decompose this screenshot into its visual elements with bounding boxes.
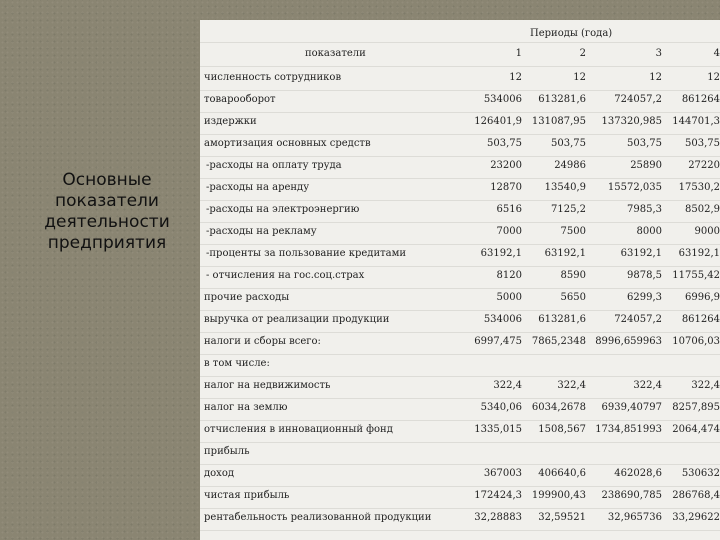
- row-value: 534006: [483, 94, 522, 105]
- row-value: 12: [649, 72, 662, 83]
- row-value: 7000: [496, 226, 522, 237]
- row-value: 33,29622: [672, 512, 720, 523]
- row-value: 8257,895: [672, 402, 720, 413]
- row-value: 172424,3: [474, 490, 522, 501]
- row-label: налоги и сборы всего:: [204, 336, 321, 347]
- row-label: рентабельность реализованной продукции: [204, 512, 432, 523]
- table-row: [200, 398, 720, 421]
- row-value: 15572,035: [607, 182, 662, 193]
- table-row: [200, 420, 720, 443]
- row-value: 8996,659963: [595, 336, 662, 347]
- row-label: прочие расходы: [204, 292, 290, 303]
- row-label: отчисления в инновационный фонд: [204, 424, 393, 435]
- row-value: 1335,015: [474, 424, 522, 435]
- row-value: 724057,2: [614, 94, 662, 105]
- row-label: товарооборот: [204, 94, 276, 105]
- row-label: издержки: [204, 116, 257, 127]
- row-label: - отчисления на гос.соц.страх: [206, 270, 365, 281]
- row-value: 137320,985: [601, 116, 662, 127]
- row-value: 322,4: [493, 380, 522, 391]
- table-row: [200, 244, 720, 267]
- row-label: -расходы на электроэнергию: [206, 204, 360, 215]
- row-label: выручка от реализации продукции: [204, 314, 390, 325]
- row-value: 6939,40797: [601, 402, 662, 413]
- row-value: 462028,6: [614, 468, 662, 479]
- row-value: 724057,2: [614, 314, 662, 325]
- row-value: 2064,474: [672, 424, 720, 435]
- row-value: 5000: [496, 292, 522, 303]
- row-value: 12: [573, 72, 586, 83]
- row-value: 8000: [636, 226, 662, 237]
- row-value: 238690,785: [601, 490, 662, 501]
- row-value: 7125,2: [551, 204, 586, 215]
- row-value: 6996,9: [685, 292, 720, 303]
- row-value: 6299,3: [627, 292, 662, 303]
- data-table: [200, 20, 720, 540]
- slide-title: [22, 170, 192, 254]
- row-value: 8590: [560, 270, 586, 281]
- row-value: 8502,9: [685, 204, 720, 215]
- row-value: 12870: [490, 182, 522, 193]
- row-value: 322,4: [633, 380, 662, 391]
- period-number: 4: [713, 48, 720, 59]
- row-value: 7865,2348: [531, 336, 586, 347]
- row-value: 613281,6: [538, 94, 586, 105]
- row-value: 13540,9: [544, 182, 586, 193]
- row-label: амортизация основных средств: [204, 138, 371, 149]
- table-header-row: [200, 44, 720, 67]
- row-value: 131087,95: [531, 116, 586, 127]
- title-line-3: деятельности: [44, 212, 170, 232]
- row-value: 25890: [630, 160, 662, 171]
- row-value: 286768,4: [672, 490, 720, 501]
- row-value: 322,4: [557, 380, 586, 391]
- title-line-2: показатели: [55, 191, 159, 211]
- row-value: 613281,6: [538, 314, 586, 325]
- row-value: 32,28883: [474, 512, 522, 523]
- row-value: 503,75: [627, 138, 662, 149]
- row-value: 12: [707, 72, 720, 83]
- row-label: доход: [204, 468, 234, 479]
- label-header: показатели: [305, 48, 366, 59]
- table-row: [200, 508, 720, 531]
- period-number: 1: [515, 48, 522, 59]
- title-line-1: Основные: [62, 170, 152, 190]
- table-row: [200, 222, 720, 245]
- row-value: 9878,5: [627, 270, 662, 281]
- table-row: [200, 178, 720, 201]
- row-value: 503,75: [685, 138, 720, 149]
- title-line-4: предприятия: [47, 233, 167, 253]
- row-value: 10706,03: [672, 336, 720, 347]
- row-value: 63192,1: [544, 248, 586, 259]
- row-value: 32,59521: [538, 512, 586, 523]
- table-row: [200, 310, 720, 333]
- row-value: 23200: [490, 160, 522, 171]
- table-row: [200, 486, 720, 509]
- row-value: 534006: [483, 314, 522, 325]
- row-value: 6034,2678: [531, 402, 586, 413]
- row-value: 1734,851993: [595, 424, 662, 435]
- row-value: 406640,6: [538, 468, 586, 479]
- table-row: [200, 442, 720, 465]
- row-label: чистая прибыль: [204, 490, 290, 501]
- table-row: [200, 376, 720, 399]
- row-value: 24986: [554, 160, 586, 171]
- period-number: 3: [655, 48, 662, 59]
- row-value: 5650: [560, 292, 586, 303]
- row-value: 7985,3: [627, 204, 662, 215]
- table-row: [200, 266, 720, 289]
- row-value: 32,965736: [607, 512, 662, 523]
- row-value: 6997,475: [474, 336, 522, 347]
- row-label: налог на землю: [204, 402, 288, 413]
- table-header-periods: [200, 20, 720, 43]
- row-label: -проценты за пользование кредитами: [206, 248, 407, 259]
- row-value: 9000: [694, 226, 720, 237]
- row-value: 199900,43: [531, 490, 586, 501]
- row-value: 63192,1: [480, 248, 522, 259]
- row-value: 63192,1: [620, 248, 662, 259]
- row-label: налог на недвижимость: [204, 380, 331, 391]
- row-value: 503,75: [551, 138, 586, 149]
- row-value: 322,4: [691, 380, 720, 391]
- row-value: 12: [509, 72, 522, 83]
- row-label: -расходы на аренду: [206, 182, 310, 193]
- row-value: 8120: [496, 270, 522, 281]
- row-label: -расходы на рекламу: [206, 226, 317, 237]
- table-row: [200, 464, 720, 487]
- row-value: 503,75: [487, 138, 522, 149]
- table-row: [200, 134, 720, 157]
- table-row: [200, 288, 720, 311]
- row-value: 63192,1: [678, 248, 720, 259]
- row-label: -расходы на оплату труда: [206, 160, 342, 171]
- row-label: прибыль: [204, 446, 250, 457]
- period-number: 2: [579, 48, 586, 59]
- row-value: 7500: [560, 226, 586, 237]
- row-value: 530632: [681, 468, 720, 479]
- table-row: [200, 112, 720, 135]
- row-label: численность сотрудников: [204, 72, 342, 83]
- table-row: [200, 68, 720, 91]
- row-value: 126401,9: [474, 116, 522, 127]
- table-row: [200, 332, 720, 355]
- row-value: 861264: [681, 94, 720, 105]
- periods-header: Периоды (года): [530, 28, 613, 39]
- table-row: [200, 156, 720, 179]
- row-value: 144701,3: [672, 116, 720, 127]
- row-value: 1508,567: [538, 424, 586, 435]
- row-value: 6516: [496, 204, 522, 215]
- table-row: [200, 200, 720, 223]
- row-value: 5340,06: [480, 402, 522, 413]
- row-value: 367003: [483, 468, 522, 479]
- row-value: 27220: [688, 160, 720, 171]
- table-row: [200, 90, 720, 113]
- row-value: 861264: [681, 314, 720, 325]
- row-label: в том числе:: [204, 358, 270, 369]
- table-row: [200, 354, 720, 377]
- row-value: 17530,2: [678, 182, 720, 193]
- row-value: 11755,42: [672, 270, 720, 281]
